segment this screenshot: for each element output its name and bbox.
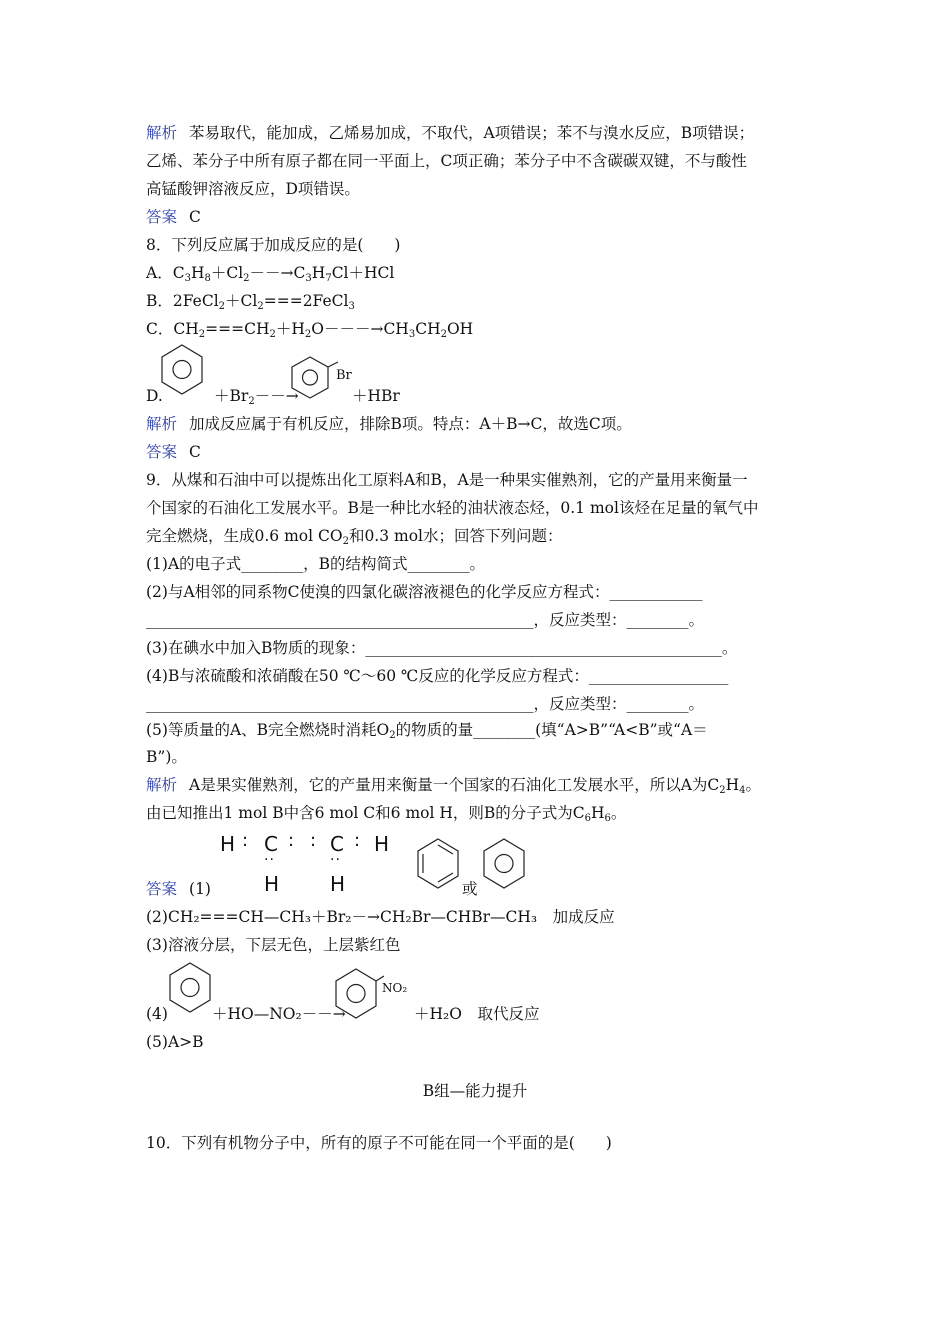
q9-part-4-cont: __________________________________________________，反应类型：________。	[146, 695, 705, 713]
answer-label: 答案	[146, 880, 178, 898]
q9-answer-4-num: (4)	[146, 1005, 168, 1023]
answer-label: 答案	[146, 208, 178, 226]
benzene-kekule-icon	[414, 836, 462, 892]
nitro-substituent: NO₂	[382, 981, 408, 995]
q9-stem-line-1: 9．从煤和石油中可以提炼出化工原料A和B，A是一种果实催熟剂，它的产量用来衡量一	[146, 471, 748, 489]
q9-answer-1: 答案 (1)	[146, 880, 211, 898]
q9-part-2-cont: __________________________________________________，反应类型：________。	[146, 611, 705, 629]
or-text: 或	[462, 880, 478, 898]
answer-label: 答案	[146, 443, 178, 461]
q9-analysis-line-1: 解析 A是果实催熟剂，它的产量用来衡量一个国家的石油化工发展水平，所以A为$C_2H_4$。	[146, 776, 762, 796]
benzene-ring-icon	[158, 342, 206, 398]
q9-part-1: (1)A的电子式________，B的结构简式________。	[146, 555, 486, 573]
nitrobenzene-ring-icon	[334, 966, 384, 1022]
q9-part-5: (5)等质量的A、B完全燃烧时消耗$O_2$的物质的量________(填“A>B”“A<B”或“A＝	[146, 721, 708, 741]
q8-option-d-reagent: $+Br_2--\to$	[214, 387, 299, 407]
q8-answer: 答案 C	[146, 443, 201, 461]
q7-answer: 答案 C	[146, 208, 201, 226]
benzene-ring-icon	[480, 836, 528, 892]
analysis-label: 解析	[146, 776, 178, 794]
q7-analysis-line-3: 高锰酸钾溶液反应，D项错误。	[146, 180, 360, 198]
q8-option-a: A．$C_3H_8+Cl_2--\to C_3H_7Cl+HCl$	[146, 264, 395, 284]
q8-option-d-product: ＋HBr	[352, 387, 400, 405]
q8-stem: 8．下列反应属于加成反应的是( )	[146, 236, 401, 254]
q9-answer-3: (3)溶液分层，下层无色，上层紫红色	[146, 936, 401, 954]
q9-stem-line-3: 完全燃烧，生成0.6 mol $CO_2$和0.3 mol水；回答下列问题：	[146, 527, 563, 547]
q8-option-b: B．$2FeCl_2+Cl_2===2FeCl_3$	[146, 292, 355, 312]
q9-part-5-cont: B”)。	[146, 748, 187, 766]
analysis-label: 解析	[146, 124, 178, 142]
bromobenzene-ring-icon	[290, 355, 338, 401]
q9-part-3: (3)在碘水中加入B物质的现象：______________________________________________。	[146, 639, 738, 657]
q9-part-2: (2)与A相邻的同系物C使溴的四氯化碳溶液褪色的化学反应方程式：____________	[146, 583, 703, 601]
q8-analysis: 解析 加成反应属于有机反应，排除B项。特点：A＋B→C，故选C项。	[146, 415, 632, 433]
q9-answer-4-tail: ＋H₂O 取代反应	[414, 1005, 540, 1023]
q9-answer-5: (5)A>B	[146, 1033, 204, 1051]
bromo-substituent: Br	[336, 368, 352, 383]
q9-analysis-line-2: 由已知推出1 mol B中含6 mol C和6 mol H，则B的分子式为$C_6H_6$。	[146, 804, 627, 824]
q9-stem-line-2: 个国家的石油化工发展水平。B是一种比水轻的油状液态烃，0.1 mol该烃在足量的氧气中	[146, 499, 759, 517]
q9-answer-4-equation: ＋HO—NO₂－－→	[212, 1005, 346, 1023]
q10-stem: 10．下列有机物分子中，所有的原子不可能在同一个平面的是( )	[146, 1134, 612, 1152]
q8-option-c: C．$CH_2===CH_2+H_2O---\to CH_3CH_2OH$	[146, 320, 474, 340]
q7-analysis-line-1: 解析 苯易取代，能加成，乙烯易加成，不取代，A项错误；苯不与溴水反应，B项错误；	[146, 124, 755, 142]
section-heading: B组—能力提升	[422, 1082, 528, 1100]
benzene-ring-icon	[166, 960, 214, 1016]
electron-formula: H : C : : C : H ·· ·· H H	[220, 830, 390, 896]
q7-analysis-line-2: 乙烯、苯分子中所有原子都在同一平面上，C项正确；苯分子中不含碳碳双键，不与酸性	[146, 152, 747, 170]
analysis-label: 解析	[146, 415, 178, 433]
q8-option-d-label: D.	[146, 387, 163, 405]
q9-answer-2: (2)CH₂===CH—CH₃＋Br₂－→CH₂Br—CHBr—CH₃ 加成反应	[146, 908, 615, 926]
q9-part-4: (4)B与浓硫酸和浓硝酸在50 ℃～60 ℃反应的化学反应方程式：__________________	[146, 667, 729, 685]
